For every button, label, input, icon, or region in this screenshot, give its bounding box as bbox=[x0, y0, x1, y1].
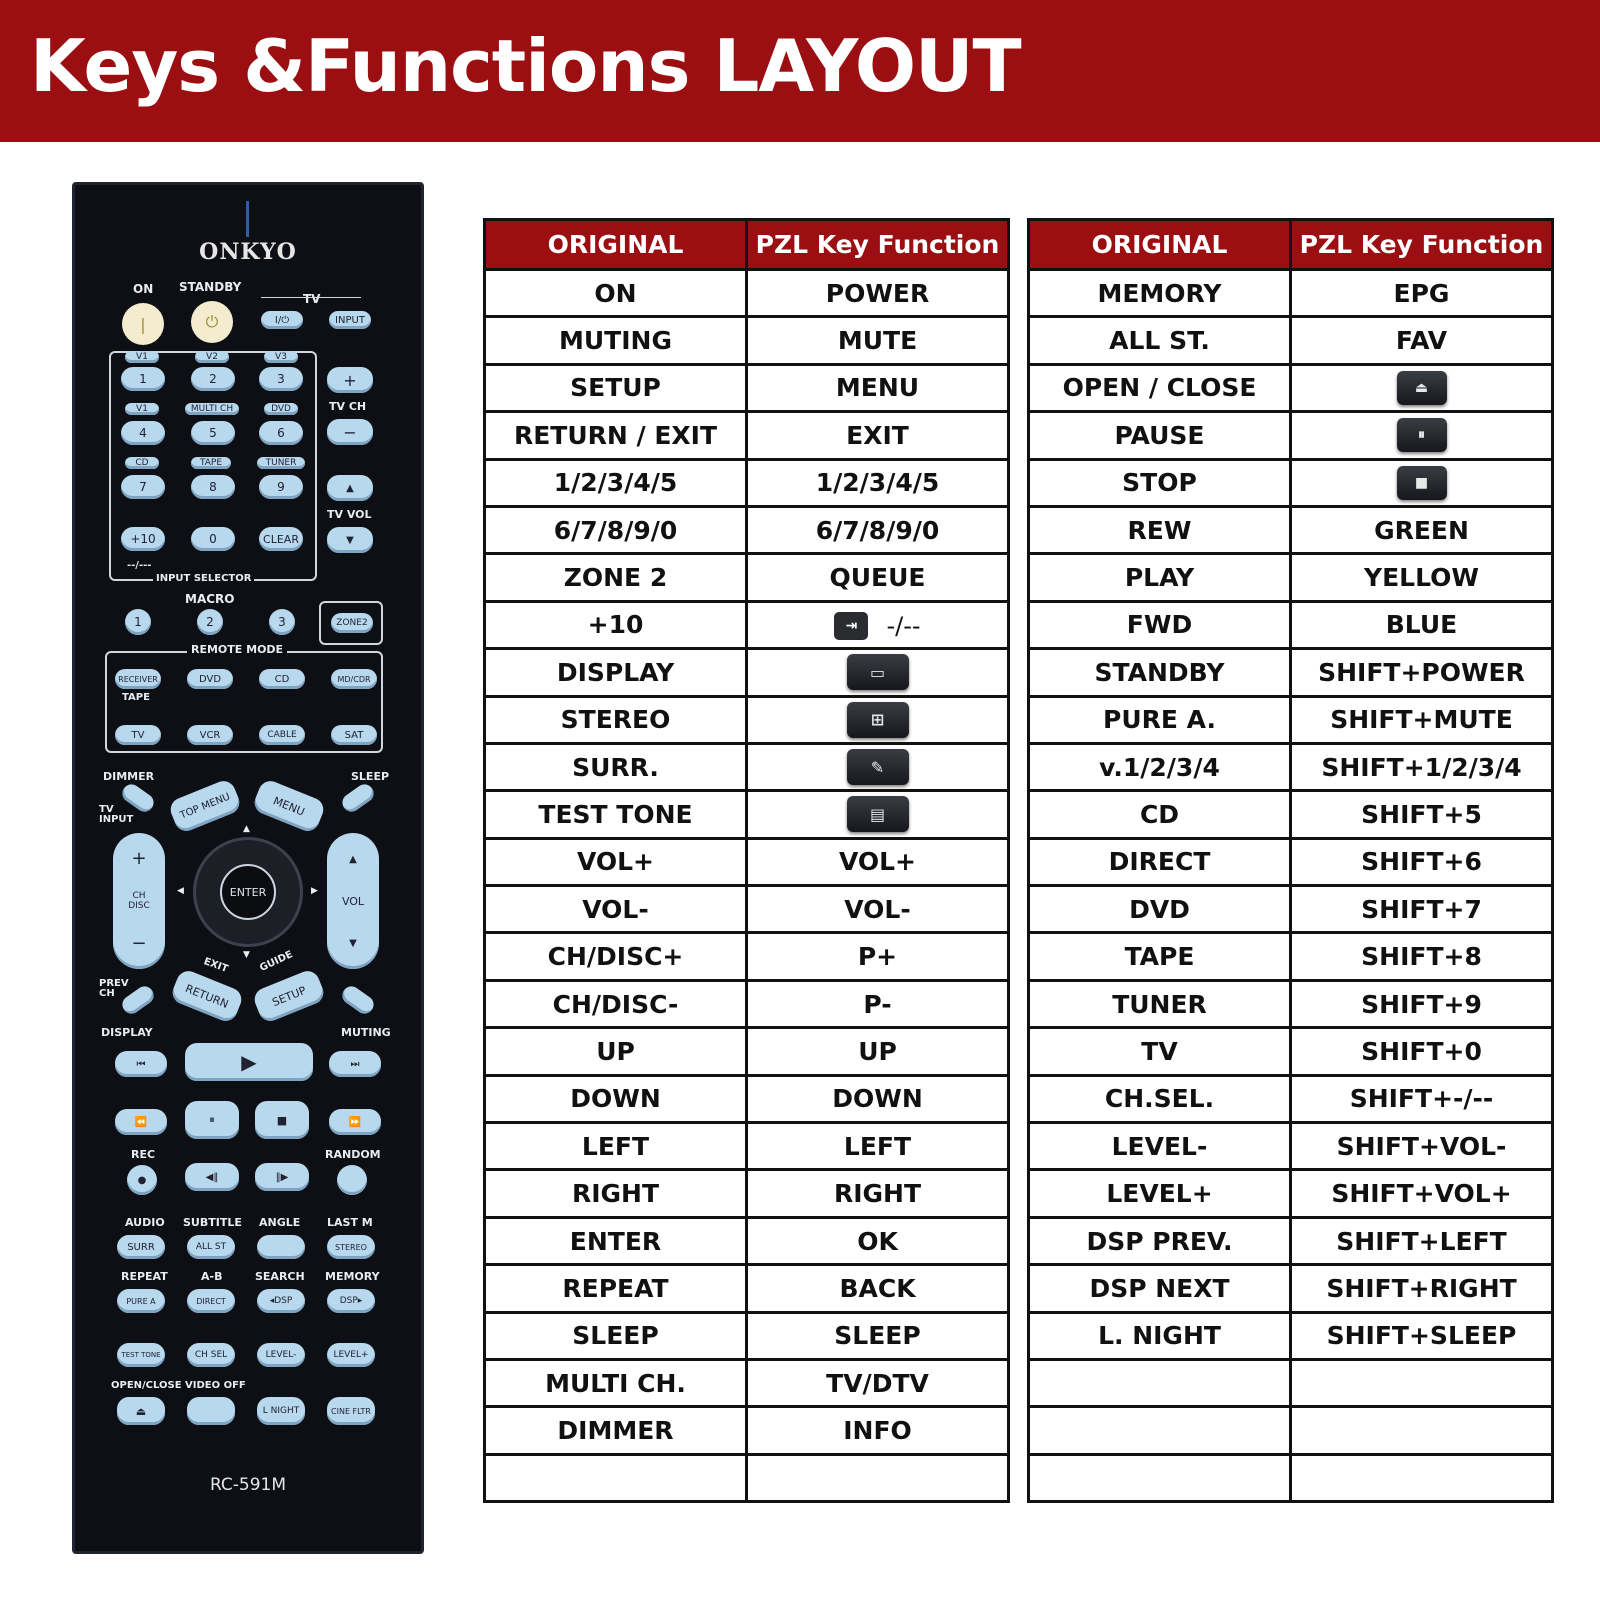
cine-fltr-button[interactable]: CINE FLTR bbox=[327, 1397, 375, 1425]
label-random: RANDOM bbox=[325, 1148, 381, 1161]
original-key-cell: CH.SEL. bbox=[1029, 1075, 1291, 1122]
rewind-button[interactable]: ⏪ bbox=[115, 1109, 167, 1135]
original-key-cell: CH/DISC+ bbox=[485, 933, 747, 980]
pzl-function-cell: DOWN bbox=[747, 1075, 1009, 1122]
pzl-function-cell: MENU bbox=[747, 364, 1009, 411]
page-title: Keys &Functions LAYOUT bbox=[30, 24, 1021, 108]
vol-rocker[interactable] bbox=[327, 833, 379, 969]
pzl-function-cell: SHIFT+0 bbox=[1291, 1028, 1553, 1075]
label-sleep: SLEEP bbox=[351, 770, 390, 783]
table-row bbox=[1029, 1454, 1553, 1501]
label-standby: STANDBY bbox=[179, 280, 242, 294]
original-key-cell: PLAY bbox=[1029, 554, 1291, 601]
skip-back-button[interactable]: ⏮ bbox=[115, 1051, 167, 1077]
pzl-function-cell: FAV bbox=[1291, 317, 1553, 364]
original-key-cell: DSP NEXT bbox=[1029, 1265, 1291, 1312]
table-row bbox=[1029, 838, 1553, 885]
remote-control-image bbox=[72, 182, 424, 1554]
pzl-function-cell: LEFT bbox=[747, 1123, 1009, 1170]
label-muting: MUTING bbox=[341, 1026, 391, 1039]
pure-a-button[interactable]: PURE A bbox=[117, 1289, 165, 1313]
pzl-function-cell: YELLOW bbox=[1291, 554, 1553, 601]
sleep-button[interactable] bbox=[339, 781, 377, 815]
original-key-cell: LEVEL+ bbox=[1029, 1170, 1291, 1217]
pzl-function-cell: 1/2/3/4/5 bbox=[747, 459, 1009, 506]
dvd-mode-button[interactable]: DVD bbox=[187, 669, 233, 689]
macro-3-button[interactable]: 3 bbox=[269, 609, 295, 635]
original-key-cell: VOL- bbox=[485, 886, 747, 933]
cd-mode-button[interactable]: CD bbox=[259, 669, 305, 689]
label-tv: TV bbox=[303, 292, 321, 306]
original-key-cell: SLEEP bbox=[485, 1312, 747, 1359]
table-row bbox=[485, 696, 1009, 743]
original-key-cell: DVD bbox=[1029, 886, 1291, 933]
table-row bbox=[485, 649, 1009, 696]
direct-button[interactable]: DIRECT bbox=[187, 1289, 235, 1313]
label-remote-mode: REMOTE MODE bbox=[187, 644, 287, 655]
pzl-function-cell: MUTE bbox=[747, 317, 1009, 364]
original-key-cell: PURE A. bbox=[1029, 696, 1291, 743]
fast-forward-button[interactable]: ⏩ bbox=[329, 1109, 381, 1135]
play-button[interactable]: ▶ bbox=[185, 1043, 313, 1081]
original-key-cell: TV bbox=[1029, 1028, 1291, 1075]
table-row bbox=[485, 459, 1009, 506]
original-key-cell: L. NIGHT bbox=[1029, 1312, 1291, 1359]
header-pzl-key-function: PZL Key Function bbox=[747, 220, 1009, 270]
l-night-button[interactable]: L NIGHT bbox=[257, 1397, 305, 1425]
step-forward-button[interactable]: ‖▶ bbox=[255, 1163, 309, 1191]
remote-model-label: RC-591M bbox=[209, 1475, 287, 1495]
label-memory: MEMORY bbox=[325, 1270, 380, 1283]
pzl-function-cell bbox=[1291, 459, 1553, 506]
dsp-next-button[interactable]: DSP▸ bbox=[327, 1289, 375, 1313]
table-row bbox=[485, 1265, 1009, 1312]
label-dashes: --/--- bbox=[127, 560, 152, 571]
pzl-function-cell bbox=[747, 649, 1009, 696]
tv-input-button[interactable]: INPUT bbox=[329, 311, 371, 329]
v1-selector[interactable]: V1 bbox=[125, 351, 159, 363]
skip-forward-button[interactable]: ⏭ bbox=[329, 1051, 381, 1077]
pzl-function-cell: INFO bbox=[747, 1407, 1009, 1454]
pzl-function-cell: SHIFT+5 bbox=[1291, 791, 1553, 838]
table-row bbox=[485, 1123, 1009, 1170]
table-row bbox=[485, 1454, 1009, 1501]
pzl-function-cell: BACK bbox=[747, 1265, 1009, 1312]
ch-up-icon: + bbox=[131, 848, 147, 869]
table-row bbox=[1029, 1170, 1553, 1217]
clear-button[interactable]: CLEAR bbox=[259, 527, 303, 551]
return-button[interactable]: RETURN bbox=[169, 968, 245, 1025]
original-key-cell: DISPLAY bbox=[485, 649, 747, 696]
table-row bbox=[485, 1028, 1009, 1075]
table-row bbox=[485, 980, 1009, 1027]
dsp-prev-button[interactable]: ◂DSP bbox=[257, 1289, 305, 1313]
number-9-button[interactable]: 9 bbox=[259, 475, 303, 499]
standby-button[interactable]: ⏻ bbox=[191, 301, 233, 343]
label-guide: GUIDE bbox=[258, 949, 295, 974]
pzl-function-cell bbox=[747, 696, 1009, 743]
table-row bbox=[1029, 1028, 1553, 1075]
original-key-cell: REW bbox=[1029, 506, 1291, 553]
pzl-function-cell bbox=[747, 791, 1009, 838]
original-key-cell: UP bbox=[485, 1028, 747, 1075]
number-0-button[interactable]: 0 bbox=[191, 527, 235, 551]
label-on: ON bbox=[133, 282, 154, 296]
original-key-cell: ALL ST. bbox=[1029, 317, 1291, 364]
table-row bbox=[485, 317, 1009, 364]
pzl-function-cell: VOL- bbox=[747, 886, 1009, 933]
pzl-function-cell: SLEEP bbox=[747, 1312, 1009, 1359]
tv-group-line bbox=[261, 297, 361, 298]
label-repeat: REPEAT bbox=[121, 1270, 168, 1283]
label-last-m: LAST M bbox=[327, 1216, 373, 1229]
macro-2-button[interactable]: 2 bbox=[197, 609, 223, 635]
table-row bbox=[1029, 364, 1553, 411]
pzl-function-cell bbox=[747, 601, 1009, 648]
left-arrow-icon: ◀ bbox=[177, 886, 184, 896]
table-row bbox=[485, 743, 1009, 790]
v1-sub-selector[interactable]: V1 bbox=[125, 403, 159, 415]
table-row bbox=[1029, 1265, 1553, 1312]
original-key-cell: CH/DISC- bbox=[485, 980, 747, 1027]
label-audio: AUDIO bbox=[125, 1216, 165, 1229]
table-row bbox=[485, 554, 1009, 601]
pzl-function-cell: SHIFT+VOL- bbox=[1291, 1123, 1553, 1170]
original-key-cell: +10 bbox=[485, 601, 747, 648]
original-key-cell: LEVEL- bbox=[1029, 1123, 1291, 1170]
label-tv-input: TV INPUT bbox=[99, 804, 134, 825]
table-row bbox=[1029, 791, 1553, 838]
pzl-function-cell: SHIFT+MUTE bbox=[1291, 696, 1553, 743]
pause-icon: ⏸ bbox=[1397, 418, 1447, 452]
cd-selector[interactable]: CD bbox=[125, 457, 159, 469]
label-search: SEARCH bbox=[255, 1270, 305, 1283]
pzl-function-cell: VOL+ bbox=[747, 838, 1009, 885]
table-row bbox=[1029, 412, 1553, 459]
table-row bbox=[1029, 1312, 1553, 1359]
number-7-button[interactable]: 7 bbox=[121, 475, 165, 499]
original-key-cell: FWD bbox=[1029, 601, 1291, 648]
table-row bbox=[1029, 980, 1553, 1027]
pzl-function-cell: SHIFT+SLEEP bbox=[1291, 1312, 1553, 1359]
pzl-function-cell: SHIFT+1/2/3/4 bbox=[1291, 743, 1553, 790]
original-key-cell: ON bbox=[485, 270, 747, 317]
original-key-cell: DSP PREV. bbox=[1029, 1217, 1291, 1264]
number-6-button[interactable]: 6 bbox=[259, 421, 303, 445]
original-key-cell: DOWN bbox=[485, 1075, 747, 1122]
original-key-cell: SETUP bbox=[485, 364, 747, 411]
label-tv-vol: TV VOL bbox=[327, 508, 372, 521]
eject-icon: ⏏ bbox=[1397, 371, 1447, 405]
original-key-cell: 1/2/3/4/5 bbox=[485, 459, 747, 506]
label-subtitle: SUBTITLE bbox=[183, 1216, 242, 1229]
v3-selector[interactable]: V3 bbox=[264, 351, 298, 363]
original-key-cell: MUTING bbox=[485, 317, 747, 364]
table-row bbox=[485, 791, 1009, 838]
tape-selector[interactable]: TAPE bbox=[191, 457, 231, 469]
tv-ch-up-button[interactable]: + bbox=[327, 367, 373, 393]
sat-mode-button[interactable]: SAT bbox=[331, 725, 377, 745]
subtitle-icon: ▭ bbox=[847, 654, 909, 690]
table-row bbox=[1029, 506, 1553, 553]
table-header-row bbox=[1029, 220, 1553, 270]
all-st-button[interactable]: ALL ST bbox=[187, 1235, 235, 1259]
pzl-function-cell: SHIFT+VOL+ bbox=[1291, 1170, 1553, 1217]
original-key-cell: STANDBY bbox=[1029, 649, 1291, 696]
number-1-button[interactable]: 1 bbox=[121, 367, 165, 391]
ch-down-icon: − bbox=[131, 933, 147, 954]
original-key-cell: ENTER bbox=[485, 1217, 747, 1264]
pzl-function-text: -/-- bbox=[886, 611, 921, 640]
pzl-function-cell: P+ bbox=[747, 933, 1009, 980]
key-mapping-table-right bbox=[1027, 218, 1554, 1503]
table-row bbox=[485, 506, 1009, 553]
v2-selector[interactable]: V2 bbox=[195, 351, 229, 363]
table-row bbox=[1029, 933, 1553, 980]
table-row bbox=[485, 601, 1009, 648]
table-row bbox=[1029, 554, 1553, 601]
pzl-function-cell: POWER bbox=[747, 270, 1009, 317]
original-key-cell: LEFT bbox=[485, 1123, 747, 1170]
test-tone-button[interactable]: TEST TONE bbox=[117, 1343, 165, 1367]
tv-vol-up-button[interactable]: ▲ bbox=[327, 475, 373, 501]
angle-button[interactable] bbox=[257, 1235, 305, 1259]
original-key-cell: PAUSE bbox=[1029, 412, 1291, 459]
pzl-function-cell: SHIFT+6 bbox=[1291, 838, 1553, 885]
key-mapping-table-left bbox=[483, 218, 1010, 1503]
table-row bbox=[1029, 1217, 1553, 1264]
original-key-cell: OPEN / CLOSE bbox=[1029, 364, 1291, 411]
muting-button[interactable] bbox=[339, 983, 377, 1017]
label-open-close: OPEN/CLOSE bbox=[111, 1380, 182, 1391]
table-row bbox=[1029, 1075, 1553, 1122]
stereo-button[interactable]: STEREO bbox=[327, 1235, 375, 1259]
pzl-function-cell bbox=[1291, 412, 1553, 459]
macro-1-button[interactable]: 1 bbox=[125, 609, 151, 635]
original-key-cell bbox=[1029, 1359, 1291, 1406]
setup-button[interactable]: SETUP bbox=[251, 968, 327, 1025]
table-row bbox=[1029, 1123, 1553, 1170]
video-off-button[interactable] bbox=[187, 1397, 235, 1425]
original-key-cell: TUNER bbox=[1029, 980, 1291, 1027]
stop-button[interactable]: ■ bbox=[255, 1101, 309, 1139]
text-icon: ▤ bbox=[847, 796, 909, 832]
stop-icon: ■ bbox=[1397, 466, 1447, 500]
pzl-function-cell: TV/DTV bbox=[747, 1359, 1009, 1406]
label-dimmer: DIMMER bbox=[103, 770, 155, 783]
surr-button[interactable]: SURR bbox=[117, 1235, 165, 1259]
pzl-function-cell: UP bbox=[747, 1028, 1009, 1075]
tv-ch-down-button[interactable]: − bbox=[327, 419, 373, 445]
multich-selector[interactable]: MULTI CH bbox=[185, 403, 239, 415]
plus10-button[interactable]: +10 bbox=[121, 527, 165, 551]
original-key-cell: REPEAT bbox=[485, 1265, 747, 1312]
original-key-cell bbox=[485, 1454, 747, 1501]
original-key-cell: TAPE bbox=[1029, 933, 1291, 980]
pzl-function-cell: SHIFT+RIGHT bbox=[1291, 1265, 1553, 1312]
table-row bbox=[485, 1359, 1009, 1406]
label-input-selector: INPUT SELECTOR bbox=[153, 574, 254, 584]
table-row bbox=[1029, 649, 1553, 696]
original-key-cell: STEREO bbox=[485, 696, 747, 743]
table-row bbox=[485, 1217, 1009, 1264]
original-key-cell: SURR. bbox=[485, 743, 747, 790]
edit-icon: ✎ bbox=[847, 749, 909, 785]
ch-sel-button[interactable]: CH SEL bbox=[187, 1343, 235, 1367]
remote-brand-logo: ONKYO bbox=[199, 239, 297, 265]
label-exit: EXIT bbox=[202, 956, 230, 975]
add-icon: ⊞ bbox=[847, 702, 909, 738]
up-arrow-icon: ▲ bbox=[243, 824, 250, 834]
original-key-cell: STOP bbox=[1029, 459, 1291, 506]
menu-button[interactable]: MENU bbox=[251, 778, 327, 835]
header-original: ORIGINAL bbox=[1029, 220, 1291, 270]
receiver-mode-button[interactable]: RECEIVER bbox=[115, 669, 161, 689]
table-row bbox=[1029, 1359, 1553, 1406]
input-source-icon: ⇥ bbox=[834, 612, 868, 640]
table-row bbox=[1029, 1407, 1553, 1454]
number-5-button[interactable]: 5 bbox=[191, 421, 235, 445]
pzl-function-cell: QUEUE bbox=[747, 554, 1009, 601]
table-row bbox=[1029, 886, 1553, 933]
label-display: DISPLAY bbox=[101, 1026, 153, 1039]
table-row bbox=[485, 1407, 1009, 1454]
enter-button[interactable]: ENTER bbox=[220, 864, 276, 920]
pause-button[interactable]: ⏸ bbox=[185, 1101, 239, 1139]
table-row bbox=[485, 838, 1009, 885]
original-key-cell: MEMORY bbox=[1029, 270, 1291, 317]
right-arrow-icon: ▶ bbox=[311, 886, 318, 896]
number-2-button[interactable]: 2 bbox=[191, 367, 235, 391]
open-close-button[interactable]: ⏏ bbox=[117, 1397, 165, 1425]
ch-disc-rocker[interactable] bbox=[113, 833, 165, 969]
tv-mode-button[interactable]: TV bbox=[115, 725, 161, 745]
remote-led bbox=[246, 201, 249, 237]
rec-button[interactable]: ● bbox=[127, 1165, 157, 1195]
number-3-button[interactable]: 3 bbox=[259, 367, 303, 391]
pzl-function-cell: SHIFT+LEFT bbox=[1291, 1217, 1553, 1264]
original-key-cell: v.1/2/3/4 bbox=[1029, 743, 1291, 790]
pzl-function-cell: OK bbox=[747, 1217, 1009, 1264]
label-ab: A-B bbox=[201, 1270, 223, 1283]
pzl-function-cell bbox=[1291, 1454, 1553, 1501]
header-pzl-key-function: PZL Key Function bbox=[1291, 220, 1553, 270]
random-button[interactable] bbox=[337, 1165, 367, 1195]
tv-power-button[interactable]: I/⏻ bbox=[261, 311, 303, 329]
pzl-function-cell: EPG bbox=[1291, 270, 1553, 317]
table-row bbox=[485, 886, 1009, 933]
level-plus-button[interactable]: LEVEL+ bbox=[327, 1343, 375, 1367]
pzl-function-cell bbox=[1291, 1359, 1553, 1406]
pzl-function-cell: SHIFT+7 bbox=[1291, 886, 1553, 933]
header-original: ORIGINAL bbox=[485, 220, 747, 270]
pzl-function-cell: SHIFT+POWER bbox=[1291, 649, 1553, 696]
table-row bbox=[485, 364, 1009, 411]
original-key-cell: DIMMER bbox=[485, 1407, 747, 1454]
table-row bbox=[485, 933, 1009, 980]
pzl-function-cell bbox=[747, 1454, 1009, 1501]
vol-up-icon: ▲ bbox=[349, 853, 357, 865]
on-button[interactable]: | bbox=[122, 303, 164, 345]
original-key-cell: MULTI CH. bbox=[485, 1359, 747, 1406]
page-header bbox=[0, 0, 1600, 142]
table-row bbox=[1029, 696, 1553, 743]
original-key-cell: DIRECT bbox=[1029, 838, 1291, 885]
table-row bbox=[485, 270, 1009, 317]
table-row bbox=[485, 1312, 1009, 1359]
label-angle: ANGLE bbox=[259, 1216, 301, 1229]
step-back-button[interactable]: ◀‖ bbox=[185, 1163, 239, 1191]
dvd-selector[interactable]: DVD bbox=[264, 403, 298, 415]
label-macro: MACRO bbox=[185, 592, 235, 606]
cable-mode-button[interactable]: CABLE bbox=[259, 725, 305, 745]
pzl-function-cell: SHIFT+8 bbox=[1291, 933, 1553, 980]
number-8-button[interactable]: 8 bbox=[191, 475, 235, 499]
original-key-cell bbox=[1029, 1407, 1291, 1454]
original-key-cell: RETURN / EXIT bbox=[485, 412, 747, 459]
original-key-cell: RIGHT bbox=[485, 1170, 747, 1217]
original-key-cell: CD bbox=[1029, 791, 1291, 838]
label-prev-ch: PREV CH bbox=[99, 978, 129, 999]
table-row bbox=[1029, 270, 1553, 317]
original-key-cell: TEST TONE bbox=[485, 791, 747, 838]
down-arrow-icon: ▼ bbox=[243, 950, 250, 960]
vcr-mode-button[interactable]: VCR bbox=[187, 725, 233, 745]
original-key-cell: VOL+ bbox=[485, 838, 747, 885]
label-ch-disc: CH DISC bbox=[128, 891, 150, 911]
pzl-function-cell: SHIFT+-/-- bbox=[1291, 1075, 1553, 1122]
table-row bbox=[1029, 601, 1553, 648]
mdcdr-mode-button[interactable]: MD/CDR bbox=[331, 669, 377, 689]
table-header-row bbox=[485, 220, 1009, 270]
zone2-button[interactable]: ZONE2 bbox=[331, 613, 373, 633]
pzl-function-cell: SHIFT+9 bbox=[1291, 980, 1553, 1027]
table-row bbox=[485, 1075, 1009, 1122]
label-vol: VOL bbox=[341, 894, 365, 908]
pzl-function-cell: 6/7/8/9/0 bbox=[747, 506, 1009, 553]
pzl-function-cell bbox=[1291, 364, 1553, 411]
level-minus-button[interactable]: LEVEL- bbox=[257, 1343, 305, 1367]
pzl-function-cell: EXIT bbox=[747, 412, 1009, 459]
tuner-selector[interactable]: TUNER bbox=[257, 457, 305, 469]
number-4-button[interactable]: 4 bbox=[121, 421, 165, 445]
table-row bbox=[1029, 317, 1553, 364]
original-key-cell: ZONE 2 bbox=[485, 554, 747, 601]
table-row bbox=[1029, 459, 1553, 506]
original-key-cell bbox=[1029, 1454, 1291, 1501]
label-tv-ch: TV CH bbox=[329, 400, 367, 413]
table-row bbox=[485, 1170, 1009, 1217]
label-rec: REC bbox=[131, 1148, 156, 1161]
vol-down-icon: ▼ bbox=[349, 937, 357, 949]
label-video-off: VIDEO OFF bbox=[185, 1380, 246, 1391]
table-row bbox=[1029, 743, 1553, 790]
label-tape: TAPE bbox=[122, 692, 150, 703]
pzl-function-cell: BLUE bbox=[1291, 601, 1553, 648]
table-row bbox=[485, 412, 1009, 459]
tv-vol-down-button[interactable]: ▼ bbox=[327, 527, 373, 553]
original-key-cell: 6/7/8/9/0 bbox=[485, 506, 747, 553]
pzl-function-cell bbox=[1291, 1407, 1553, 1454]
pzl-function-cell bbox=[747, 743, 1009, 790]
pzl-function-cell: GREEN bbox=[1291, 506, 1553, 553]
top-menu-button[interactable]: TOP MENU bbox=[167, 778, 243, 835]
pzl-function-cell: P- bbox=[747, 980, 1009, 1027]
pzl-function-cell: RIGHT bbox=[747, 1170, 1009, 1217]
